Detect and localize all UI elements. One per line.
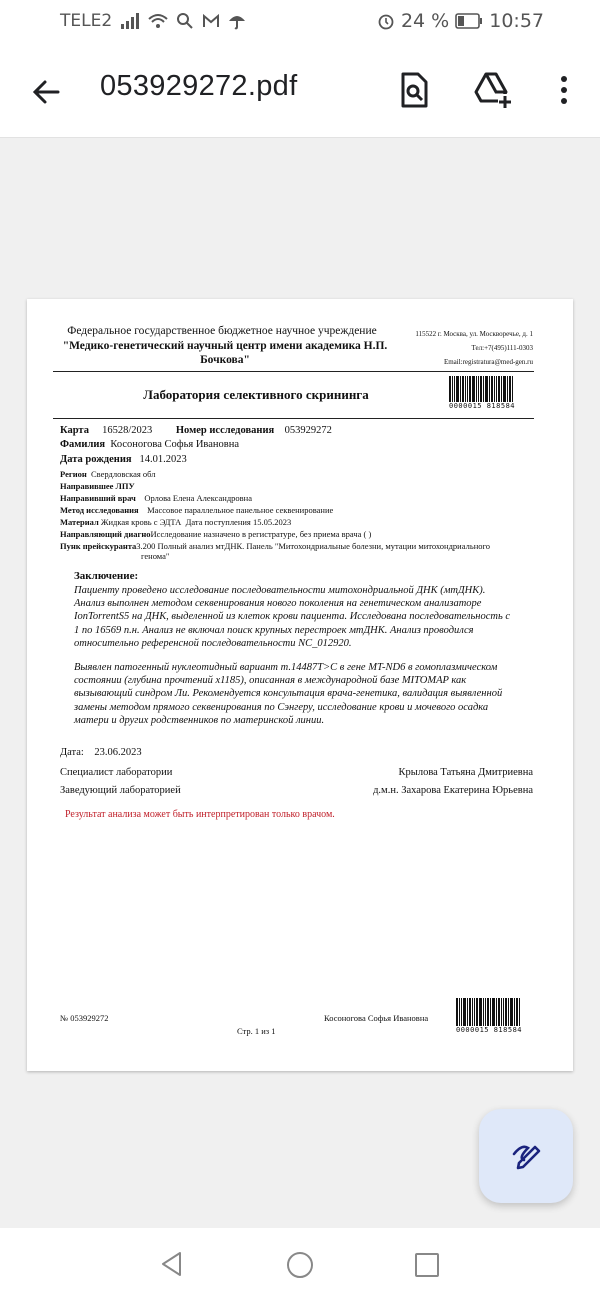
- signal-icon: [120, 13, 140, 29]
- diagnosis-row: [60, 529, 371, 539]
- conclusion-line: Выявлен патогенный нуклеотидный вариант т.14487T>C в гене MT-ND6 в гомоплазмическом: [74, 662, 498, 673]
- conclusion-line: относительно референсной последовательности NC_012920.: [74, 637, 352, 649]
- conclusion-line: вызывающий синдром Ли. Рекомендуется консультация врача-генетика, валидация выявленной: [74, 688, 503, 700]
- app-toolbar: [0, 44, 600, 138]
- umbrella-icon: [228, 12, 246, 30]
- conclusion-line: матери и других родственников по материнской линии.: [74, 714, 325, 726]
- price-value-line1: 3.200 Полный анализ мтДНК. Панель "Митохондриальные болезни, мутации митохондриального: [136, 541, 491, 551]
- lab-title: Лаборатория селективного скрининга: [143, 387, 369, 402]
- document-title: 053929272.pdf: [100, 70, 298, 102]
- date-received: Дата поступления 15.05.2023: [185, 517, 292, 527]
- status-bar: [0, 0, 600, 44]
- conclusion-line: 1 по 16569 п.н. Анализ не включал поиск крупных перестроек мтДНК. Анализ проводился: [74, 624, 474, 636]
- org-line2: "Медико-генетический научный центр имени академика Н.П. Бочкова": [62, 340, 388, 366]
- head-label: Заведующий лабораторией: [60, 785, 181, 796]
- carrier-label: TELE2: [60, 11, 113, 31]
- lpu-label: Направившее ЛПУ: [60, 481, 135, 491]
- org-address: 115522 г. Москва, ул. Москворечье, д. 1: [415, 330, 533, 338]
- date-label: Дата:: [60, 747, 84, 758]
- material-row: [60, 517, 291, 527]
- price-row: [60, 541, 490, 551]
- divider: [53, 418, 534, 419]
- footer-number: № 053929272: [60, 1013, 109, 1023]
- barcode-bottom: [456, 998, 522, 1034]
- conclusion-line: замены методом прямого секвенирования по Сэнгеру, исследование крови и мочевого осадка: [74, 701, 489, 713]
- clock: 10:57: [489, 10, 544, 32]
- conclusion-paragraph-2: [74, 661, 544, 727]
- surname-label: Фамилия: [60, 439, 106, 450]
- battery-percent: 24 %: [400, 10, 450, 32]
- study-no-label: Номер исследования: [175, 425, 275, 436]
- date-value: 23.06.2023: [94, 747, 142, 758]
- doctor-value: Орлова Елена Александровна: [144, 493, 252, 503]
- surname-row: [60, 439, 239, 450]
- card-row: [60, 425, 332, 436]
- annotate-fab-button[interactable]: [479, 1109, 573, 1203]
- specialist-label: Специалист лаборатории: [60, 767, 173, 778]
- method-value: Массовое параллельное панельное секвенирование: [147, 505, 334, 515]
- dob-value: 14.01.2023: [139, 454, 187, 465]
- price-value-line2: генома": [141, 551, 170, 561]
- footer-patient: Косоногова Софья Ивановна: [324, 1013, 429, 1023]
- region-label: Регион: [60, 469, 87, 479]
- nav-home-icon[interactable]: [285, 1250, 315, 1280]
- conclusion-line: Пациенту проведено исследование последовательности митохондриальной ДНК (мтДНК).: [74, 585, 486, 596]
- material-label: Материал: [60, 517, 99, 527]
- study-no-value: 053929272: [284, 425, 332, 436]
- conclusion-heading: Заключение:: [74, 570, 139, 582]
- disclaimer: Результат анализа может быть интерпретирован только врачом.: [65, 809, 335, 820]
- specialist-name: Крылова Татьяна Дмитриевна: [398, 767, 533, 778]
- barcode-bars: [449, 376, 515, 402]
- card-label: Карта: [60, 425, 89, 436]
- material-value: Жидкая кровь с ЭДТА: [100, 517, 182, 527]
- nav-recents-icon[interactable]: [413, 1251, 441, 1279]
- dob-row: [60, 454, 187, 465]
- barcode-bars: [456, 998, 522, 1026]
- find-in-page-icon[interactable]: [394, 70, 434, 110]
- conclusion-line: IonTorrentS5 на ДНК, выделенной из клеток крови пациента. Исследована последовательность с: [74, 611, 511, 623]
- battery-icon: [455, 13, 483, 29]
- barcode-number: 0000015 818584: [456, 1026, 523, 1034]
- barcode-top: [449, 376, 515, 410]
- conclusion-line: состоянии (глубина прочтений x1185), описанная в международной базе MITOMAP как: [74, 675, 467, 687]
- pen-edit-icon: [508, 1138, 544, 1174]
- lpu-row: [60, 481, 135, 491]
- divider: [53, 371, 534, 372]
- doctor-row: [60, 493, 252, 503]
- diagnosis-label: Направляющий диагно: [60, 529, 151, 539]
- barcode-number: 0000015 818584: [449, 402, 516, 410]
- add-to-drive-icon[interactable]: [472, 70, 512, 110]
- footer-page: Стр. 1 из 1: [237, 1026, 276, 1036]
- region-value: Свердловская обл: [91, 469, 156, 479]
- method-label: Метод исследования: [60, 505, 139, 515]
- card-value: 16528/2023: [102, 425, 153, 436]
- search-icon: [176, 12, 194, 30]
- back-arrow-icon[interactable]: [28, 74, 64, 110]
- system-nav-bar: [0, 1228, 600, 1298]
- org-email: Email:registratura@med-gen.ru: [443, 358, 533, 366]
- nav-back-icon[interactable]: [158, 1250, 186, 1278]
- conclusion-paragraph-1: [74, 584, 544, 650]
- region-row: [60, 469, 156, 479]
- price-label: Пунк прейскуранта: [60, 541, 137, 551]
- pdf-page[interactable]: [27, 299, 573, 1071]
- date-row: [60, 747, 142, 758]
- gmail-icon: [202, 13, 220, 29]
- dob-label: Дата рождения: [60, 454, 132, 465]
- diagnosis-value: Исследование назначено в регистратуре, без приема врача ( ): [150, 529, 372, 539]
- org-line1: Федеральное государственное бюджетное научное учреждение: [67, 325, 377, 337]
- conclusion-line: Анализ выполнен методом секвенирования нового поколения на генетическом анализаторе: [74, 598, 482, 610]
- alarm-icon: [377, 12, 395, 30]
- org-phone: Тел:+7(495)111-0303: [471, 344, 533, 352]
- surname-value: Косоногова Софья Ивановна: [110, 439, 239, 450]
- wifi-icon: [148, 13, 168, 29]
- head-name: д.м.н. Захарова Екатерина Юрьевна: [373, 785, 533, 796]
- doctor-label: Направивший врач: [60, 493, 136, 503]
- more-options-icon[interactable]: [544, 70, 584, 110]
- method-row: [60, 505, 333, 515]
